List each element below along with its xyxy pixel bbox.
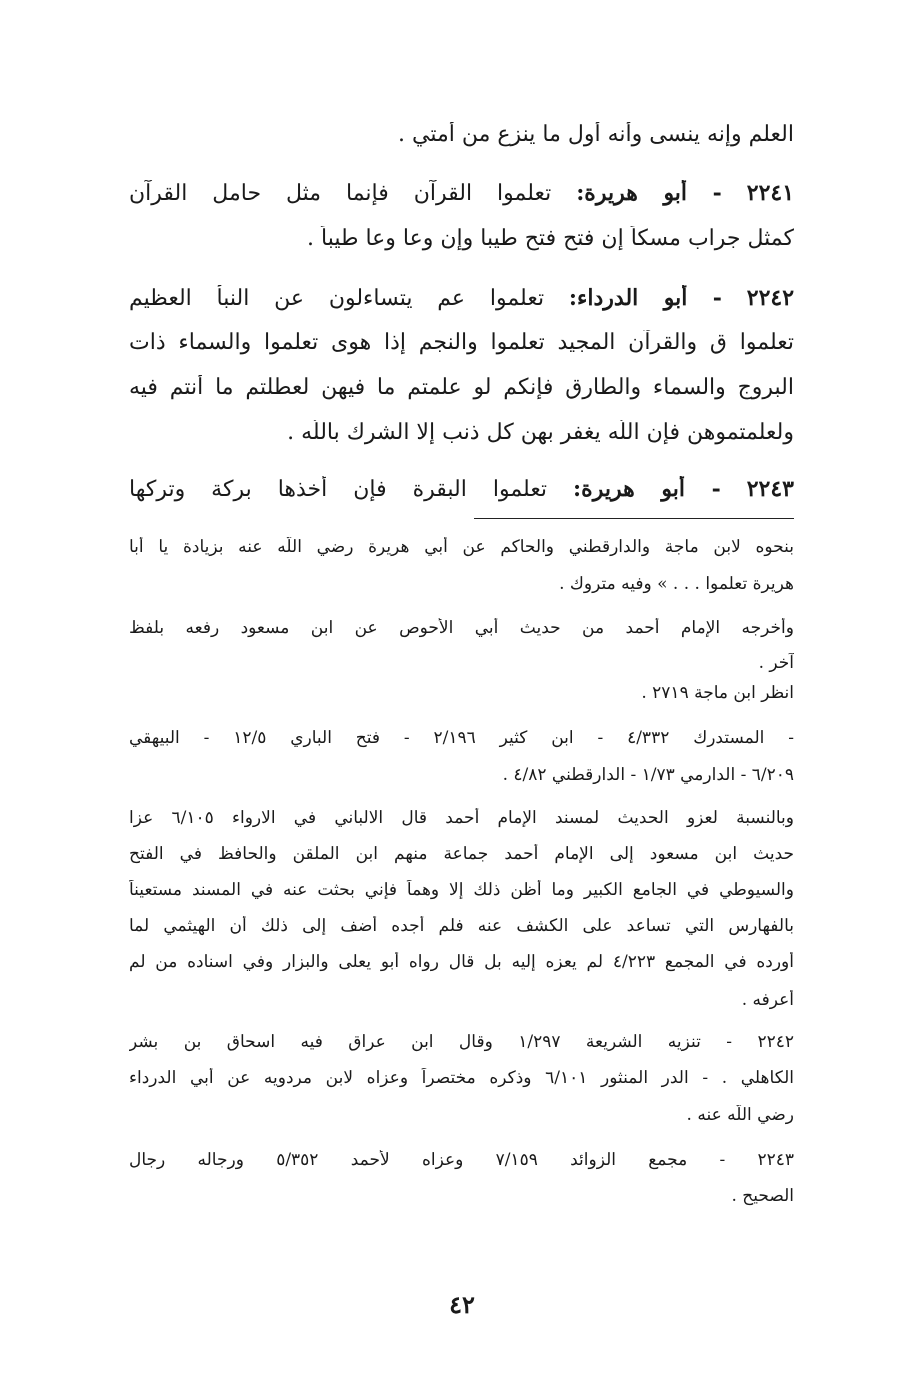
entry-2243: ٢٢٤٣ - أبو هريرة: تعلموا البقرة فإن أخذها بركة وتركها: [129, 476, 794, 502]
main-text-line: كمثل جراب مسكاً إن فتح فتح طيبا وإن وعا وعا طيباً .: [307, 226, 794, 251]
entry-number: ٢٢٤٢: [746, 285, 794, 311]
footnote-line: ٢٢٤٣ - مجمع الزوائد ٧/١٥٩ وعزاه لأحمد ٥/٣٥٢ ورجاله رجال: [129, 1150, 794, 1170]
footnote-line: انظر ابن ماجة ٢٧١٩ .: [641, 683, 794, 703]
footnote-line: والسيوطي في الجامع الكبير وما أظن ذلك إلا وهماً فإني بحثت عنه في المسند مستعيناً: [129, 880, 794, 900]
footnote-line: أعرفه .: [741, 990, 794, 1010]
page-number: ٤٢: [449, 1290, 475, 1319]
main-text-line: ولعلمتموهن فإن اللّه يغفر بهن كل ذنب إلا الشرك باللّه .: [287, 420, 794, 445]
footnote-line: ٢٢٤٢ - تنزيه الشريعة ١/٢٩٧ وقال ابن عراق فيه اسحاق بن بشر: [129, 1032, 794, 1052]
footnote-line: بالفهارس التي تساعد على الكشف عنه فلم أجده أضف إلى ذلك أن الهيثمي لما: [129, 916, 794, 936]
footnote-line: الكاهلي . - الدر المنثور ٦/١٠١ وذكره مختصراً وعزاه لابن مردويه عن أبي الدرداء: [129, 1068, 794, 1088]
footnote-line: أورده في المجمع ٤/٢٢٣ لم يعزه إليه بل قال رواه أبو يعلى والبزار وفي اسناده من لم: [129, 952, 794, 972]
main-text-line: البروج والسماء والطارق فإنكم لو علمتم ما فيهن لعطلتم ما أنتم فيه: [129, 375, 794, 400]
entry-number: ٢٢٤٣: [746, 476, 794, 502]
entry-2242: ٢٢٤٢ - أبو الدرداء: تعلموا عم يتساءلون عن النبأ العظيم: [129, 285, 794, 311]
footnote-line: وأخرجه الإمام أحمد من حديث أبي الأحوص عن ابن مسعود رفعه بلفظ: [129, 618, 794, 638]
footnote-line: - المستدرك ٤/٣٣٢ - ابن كثير ٢/١٩٦ - فتح الباري ١٢/٥ - البيهقي: [129, 728, 794, 748]
narrator-name: أبو هريرة:: [573, 476, 685, 502]
footnote-line: الصحيح .: [731, 1186, 794, 1206]
footnote-separator: [474, 518, 794, 519]
entry-text: تعلموا عم يتساءلون عن النبأ العظيم: [129, 286, 545, 311]
entry-text: تعلموا القرآن فإنما مثل حامل القرآن: [129, 181, 552, 206]
footnote-line: هريرة تعلموا . . . » وفيه متروك .: [559, 574, 794, 594]
footnote-line: حديث ابن مسعود إلى الإمام أحمد جماعة منهم ابن الملقن والحافظ في الفتح: [129, 844, 794, 864]
narrator-name: أبو الدرداء:: [568, 285, 688, 311]
footnote-line: بنحوه لابن ماجة والدارقطني والحاكم عن أبي هريرة رضي اللّه عنه بزيادة يا أبا: [129, 537, 794, 557]
main-text-line: تعلموا ق والقرآن المجيد تعلموا والنجم إذا هوى تعلموا والسماء ذات: [129, 330, 794, 355]
narrator-name: أبو هريرة:: [576, 180, 688, 206]
footnote-line: رضي اللّه عنه .: [686, 1105, 794, 1125]
entry-number: ٢٢٤١: [746, 180, 794, 206]
entry-text: تعلموا البقرة فإن أخذها بركة وتركها: [129, 477, 548, 502]
entry-2241: ٢٢٤١ - أبو هريرة: تعلموا القرآن فإنما مثل حامل القرآن: [129, 180, 794, 206]
footnote-line: ٦/٢٠٩ - الدارمي ١/٧٣ - الدارقطني ٤/٨٢ .: [502, 765, 794, 785]
main-text-line: العلم وإنه ينسى وأنه أول ما ينزع من أمتي .: [398, 122, 794, 147]
footnote-line: آخر .: [758, 653, 794, 673]
footnote-line: وبالنسبة لعزو الحديث لمسند الإمام أحمد قال الالباني في الارواء ٦/١٠٥ عزا: [129, 808, 794, 828]
